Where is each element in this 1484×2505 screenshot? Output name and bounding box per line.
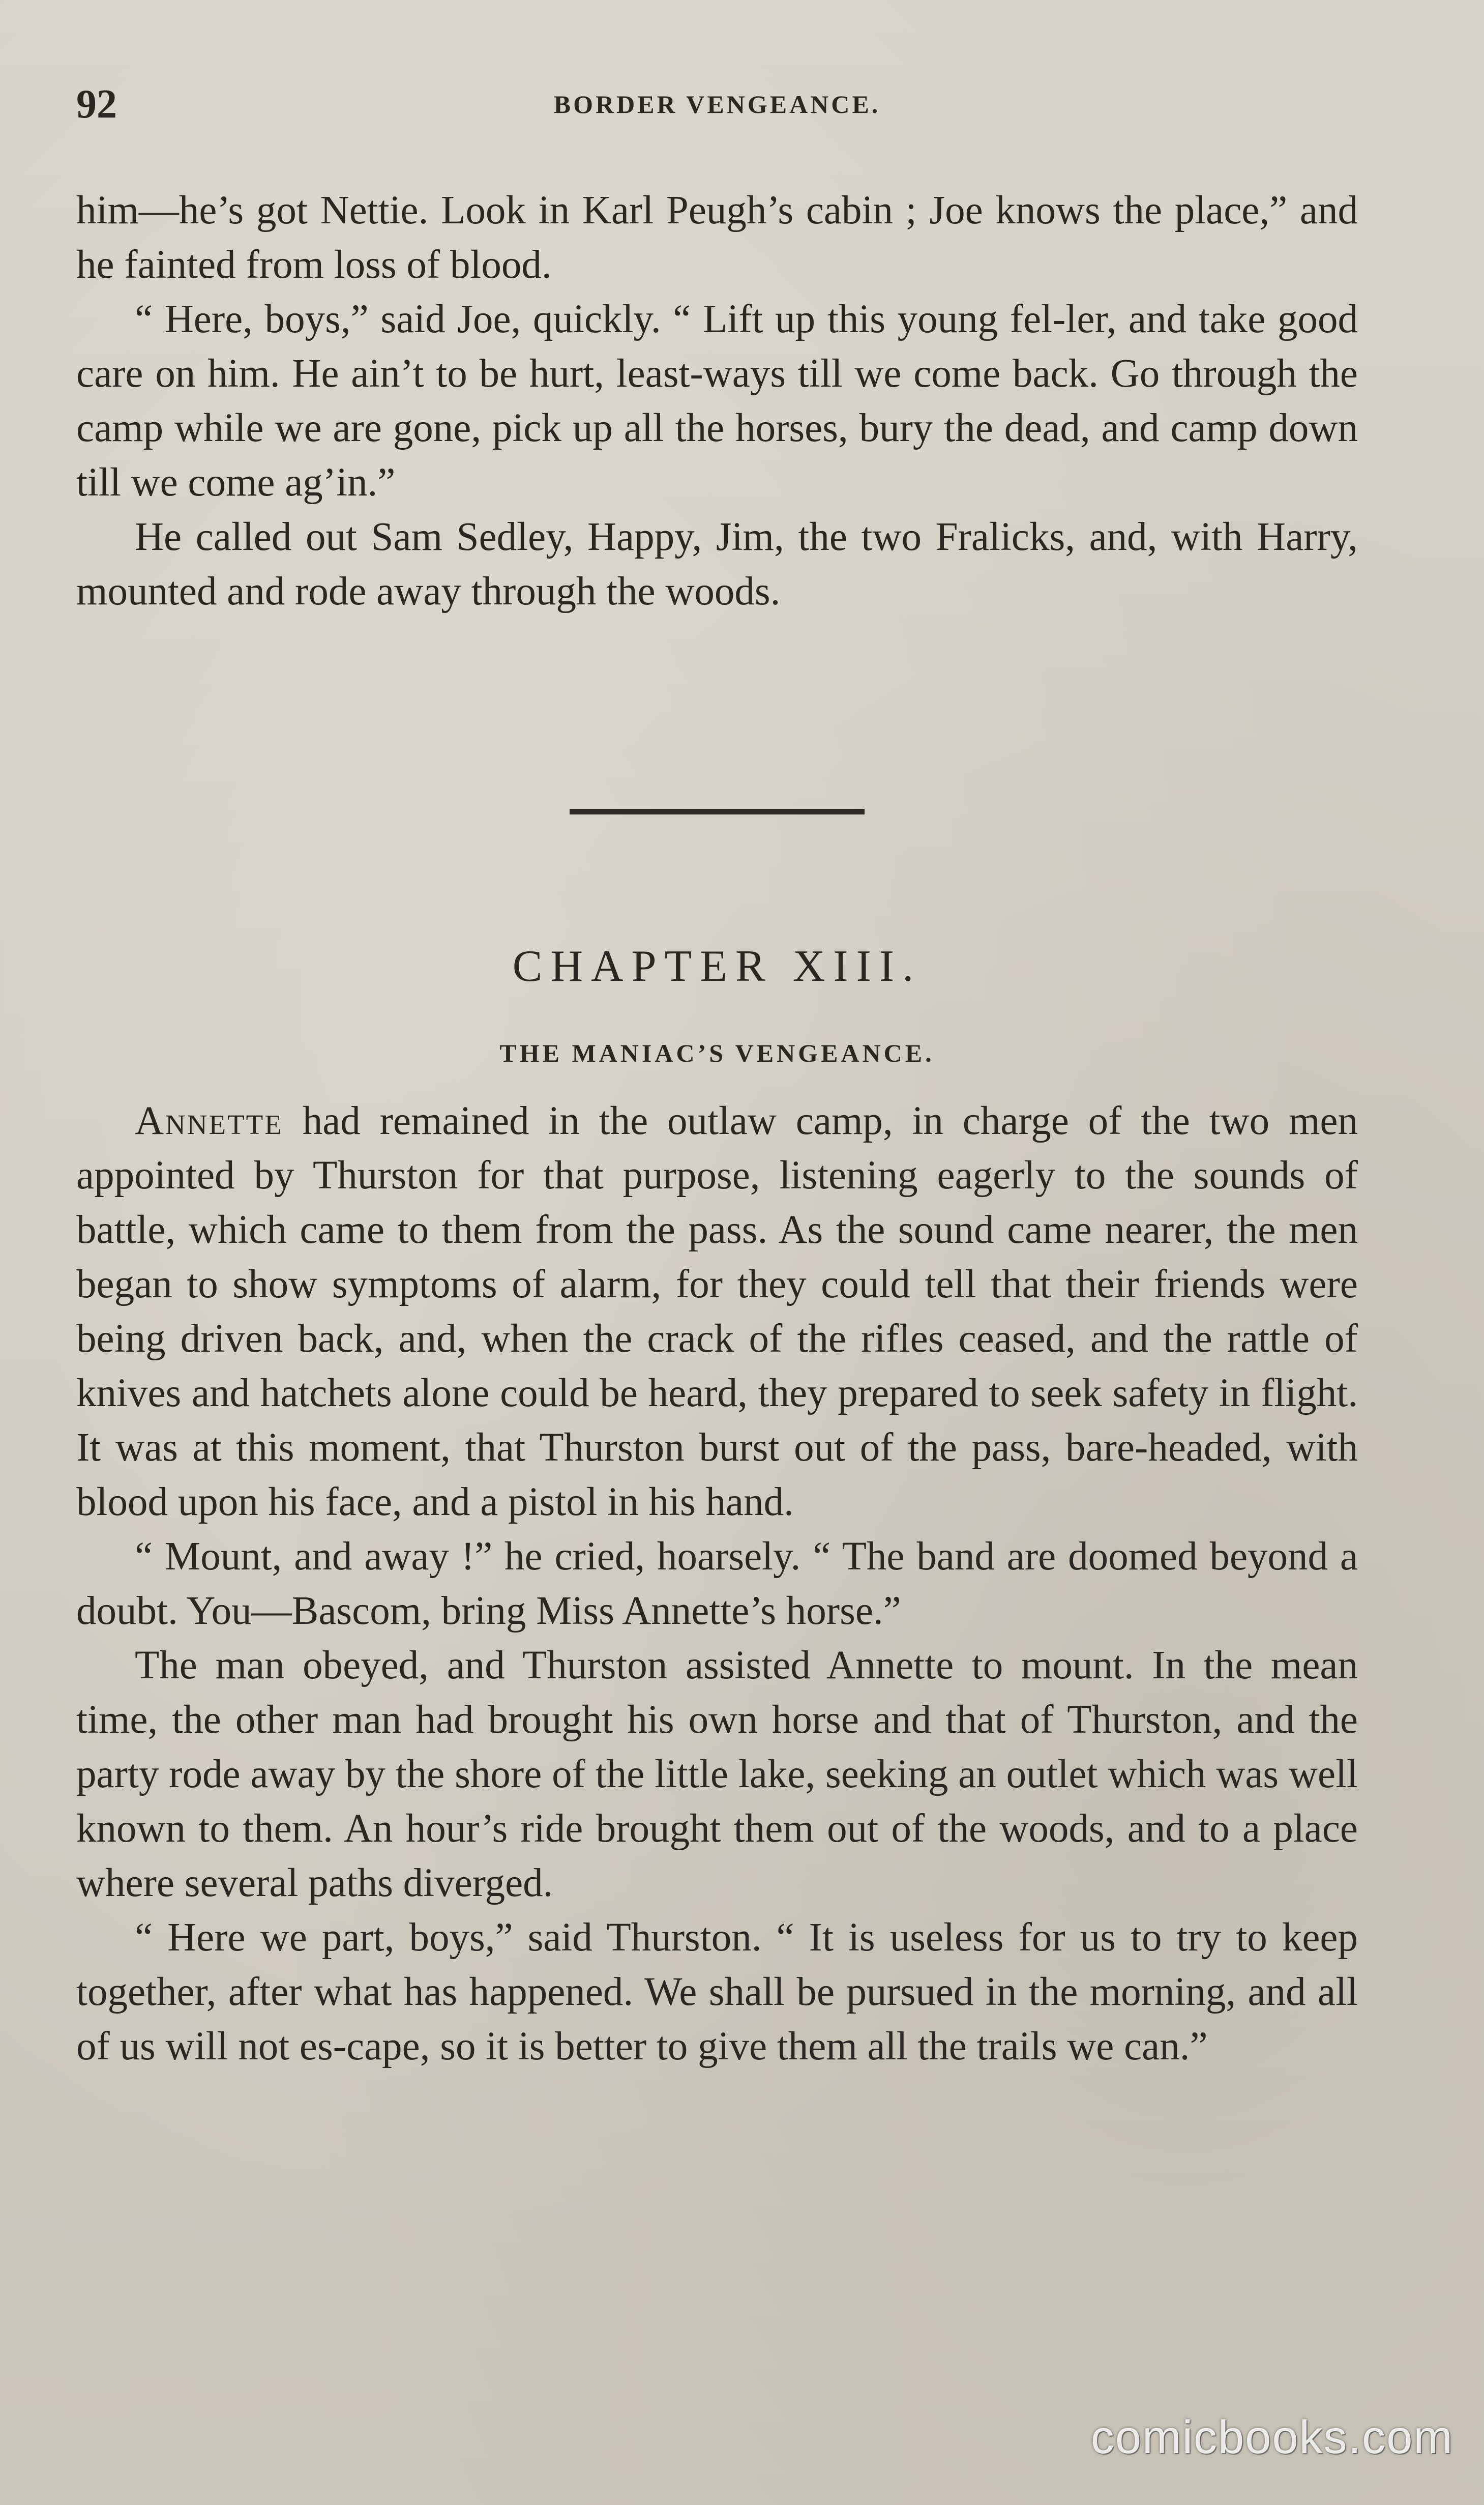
running-title: BORDER VENGEANCE. — [553, 90, 881, 119]
paragraph: The man obeyed, and Thurston assisted Annette to mount. In the mean time, the other man had brought his own horse and that of Thurston, and the party rode away by the shore of the little lake, seeking an outlet which was well known to them. An hour’s ride brought them out of the woods, and to a place where several paths diverged. — [76, 1643, 1358, 1905]
chapter-subtitle: THE MANIAC’S VENGEANCE. — [499, 1039, 935, 1067]
chapter-text — [76, 1094, 1358, 2074]
paragraph: him—he’s got Nettie. Look in Karl Peugh’s cabin ; Joe knows the place,” and he fainted from loss of blood. — [76, 188, 1358, 287]
section-divider — [570, 809, 865, 814]
paragraph — [76, 1094, 1358, 1529]
previous-chapter-text — [76, 183, 1358, 619]
watermark: comicbooks.com — [1090, 2411, 1453, 2463]
chapter-lead-word: Annette — [135, 1099, 283, 1143]
paragraph: “ Here we part, boys,” said Thurston. “ It is useless for us to try to keep together, after what has happened. We shall be pursued in the morning, and all of us will not es-cape, so it is better to give them all the trails we can.” — [76, 1915, 1358, 2069]
chapter-title: CHAPTER XIII. — [512, 942, 922, 991]
paragraph-text: had remained in the outlaw camp, in charge of the two men appointed by Thurston for that purpose, listening eagerly to the sounds of battle, which came to them from the pass. As the sound came nearer, the men began to show symptoms of alarm, for they could tell that their friends were being driven back, and, when the crack of the rifles ceased, and the rattle of knives and hatchets alone could be heard, they prepared to seek safety in flight. It was at this moment, that Thurston burst out of the pass, bare-headed, with blood upon his face, and a pistol in his hand. — [76, 1099, 1358, 1524]
paragraph: “ Here, boys,” said Joe, quickly. “ Lift up this young fel-ler, and take good care on him. He ain’t to be hurt, least-ways till we come back. Go through the camp while we are gone, pick up all the horses, bury the dead, and camp down till we come ag’in.” — [76, 297, 1358, 505]
page-number: 92 — [76, 82, 117, 127]
paragraph: He called out Sam Sedley, Happy, Jim, the two Fralicks, and, with Harry, mounted and rode away through the woods. — [76, 515, 1358, 614]
page-header — [76, 76, 1358, 132]
paragraph: “ Mount, and away !” he cried, hoarsely. “ The band are doomed beyond a doubt. You—Bascom, bring Miss Annette’s horse.” — [76, 1534, 1358, 1633]
